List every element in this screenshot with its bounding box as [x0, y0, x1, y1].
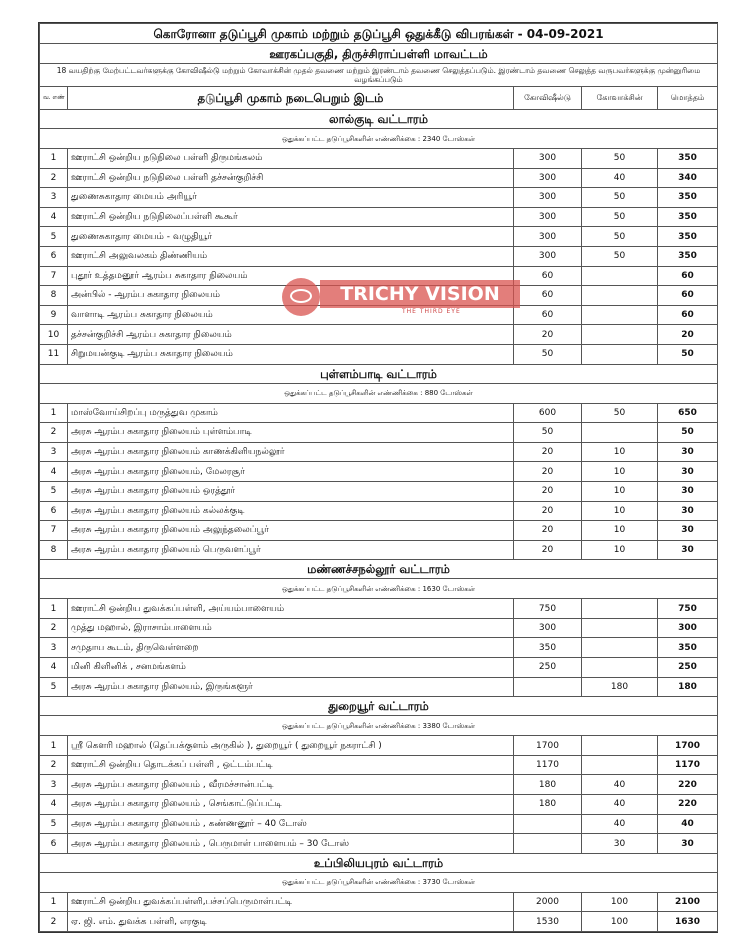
row-covaxin: [582, 325, 658, 345]
row-camp-location: ஸ்ரீ கௌரி மஹால் (தெப்பக்குளம் அருகில் ), துறையூர் ( துறையூர் நகராட்சி ): [68, 736, 514, 756]
watermark-brand: TRICHY VISION: [320, 280, 520, 308]
block-name: மண்ணச்சநல்லூர் வட்டாரம்: [40, 560, 718, 579]
row-covaxin: [582, 423, 658, 443]
header-total: மொத்தம்: [658, 87, 718, 110]
row-camp-location: அரசு ஆரம்ப சுகாதார நிலையம் , பெருமாள் பாளையம் – 30 டோஸ்: [68, 834, 514, 854]
row-serial-number: 3: [40, 775, 68, 795]
row-total: 40: [658, 814, 718, 834]
row-covishield: 300: [514, 188, 582, 208]
header-camp-location: தடுப்பூசி முகாம் நடைபெறும் இடம்: [68, 87, 514, 110]
row-covaxin: 50: [582, 403, 658, 423]
document-title-row: [40, 24, 718, 44]
block-allocation: ஒதுக்கப்பட்ட தடுப்பூசிகளின் எண்ணிக்கை : 3730 டோஸ்கள்: [40, 872, 718, 892]
block-header-row: [40, 697, 718, 716]
row-covaxin: [582, 286, 658, 306]
row-covaxin: 10: [582, 462, 658, 482]
row-covaxin: [582, 599, 658, 619]
row-covaxin: 30: [582, 834, 658, 854]
row-covaxin: 10: [582, 442, 658, 462]
block-header-row: [40, 364, 718, 383]
header-covaxin: கோவாக்சின்: [582, 87, 658, 110]
table-row: [40, 736, 718, 756]
row-total: 350: [658, 638, 718, 658]
row-serial-number: 6: [40, 834, 68, 854]
row-total: 350: [658, 246, 718, 266]
row-covishield: 20: [514, 501, 582, 521]
watermark-tagline: THE THIRD EYE: [402, 308, 461, 315]
row-covishield: 600: [514, 403, 582, 423]
row-camp-location: அரசு ஆரம்ப சுகாதார நிலையம் பெருவளப்பூர்: [68, 540, 514, 560]
table-row: [40, 442, 718, 462]
row-covaxin: 50: [582, 149, 658, 169]
eligibility-note: 18 வயதிற்கு மேற்பட்டவர்களுக்கு கோவிஷீல்டு மற்றும் கோவாக்சின் முதல் தவணை மற்றும் இரண்டாம் தவணை செலுத்தப்படும். இரண்டாம் தவணை செலுத்த வருபவர்களுக்கு முன்னுரிமை வழங்கப்படும்: [40, 64, 718, 87]
row-covaxin: [582, 344, 658, 364]
table-row: [40, 775, 718, 795]
row-covishield: 60: [514, 286, 582, 306]
row-serial-number: 11: [40, 344, 68, 364]
document-title: கொரோனா தடுப்பூசி முகாம் மற்றும் தடுப்பூசி ஒதுக்கீடு விபரங்கள் - 04-09-2021: [40, 24, 718, 44]
table-row: [40, 638, 718, 658]
table-row: [40, 423, 718, 443]
row-covishield: 60: [514, 266, 582, 286]
block-header-row: [40, 110, 718, 129]
row-covaxin: 10: [582, 540, 658, 560]
header-covishield: கோவிஷீல்டு: [514, 87, 582, 110]
row-covaxin: 10: [582, 481, 658, 501]
row-camp-location: ஊராட்சி ஒன்றிய நடுநிலை பள்ளி திருமங்கலம்: [68, 149, 514, 169]
row-covaxin: [582, 305, 658, 325]
row-serial-number: 5: [40, 677, 68, 697]
row-camp-location: ஊராட்சி ஒன்றிய நடுநிலை பள்ளி தச்சன்குறிச்சி: [68, 168, 514, 188]
block-allocation: ஒதுக்கப்பட்ட தடுப்பூசிகளின் எண்ணிக்கை : 3380 டோஸ்கள்: [40, 716, 718, 736]
row-serial-number: 1: [40, 892, 68, 912]
row-covishield: 2000: [514, 892, 582, 912]
table-row: [40, 403, 718, 423]
row-covishield: 750: [514, 599, 582, 619]
row-covaxin: 100: [582, 912, 658, 932]
row-total: 2100: [658, 892, 718, 912]
row-covishield: 180: [514, 795, 582, 815]
table-row: [40, 246, 718, 266]
row-serial-number: 1: [40, 403, 68, 423]
row-serial-number: 3: [40, 638, 68, 658]
block-allocation: ஒதுக்கப்பட்ட தடுப்பூசிகளின் எண்ணிக்கை : 2340 டோஸ்கள்: [40, 129, 718, 149]
row-total: 350: [658, 149, 718, 169]
table-row: [40, 795, 718, 815]
row-covishield: [514, 814, 582, 834]
row-total: 30: [658, 540, 718, 560]
row-camp-location: அரசு ஆரம்ப சுகாதார நிலையம் , கண்ணனூர் – 40 டோஸ்: [68, 814, 514, 834]
row-serial-number: 1: [40, 149, 68, 169]
table-row: [40, 325, 718, 345]
row-covaxin: 100: [582, 892, 658, 912]
table-row: [40, 344, 718, 364]
row-covishield: 20: [514, 521, 582, 541]
row-covishield: 50: [514, 344, 582, 364]
table-row: [40, 501, 718, 521]
row-total: 1170: [658, 755, 718, 775]
table-row: [40, 834, 718, 854]
row-serial-number: 4: [40, 207, 68, 227]
table-row: [40, 168, 718, 188]
row-covaxin: 40: [582, 814, 658, 834]
row-serial-number: 5: [40, 227, 68, 247]
row-serial-number: 8: [40, 540, 68, 560]
block-header-row: [40, 560, 718, 579]
row-covaxin: [582, 755, 658, 775]
row-covaxin: 50: [582, 207, 658, 227]
table-row: [40, 814, 718, 834]
row-camp-location: ஊராட்சி ஒன்றிய நடுநிலைப்பள்ளி கூகூர்: [68, 207, 514, 227]
row-total: 30: [658, 442, 718, 462]
row-camp-location: ஊராட்சி ஒன்றிய துவக்கப்பள்ளி, அய்யம்பாளையம்: [68, 599, 514, 619]
row-serial-number: 2: [40, 618, 68, 638]
row-camp-location: மினி கிளினிக் , சனமங்களம்: [68, 658, 514, 678]
table-row: [40, 658, 718, 678]
row-covishield: 50: [514, 423, 582, 443]
row-serial-number: 1: [40, 736, 68, 756]
row-serial-number: 5: [40, 481, 68, 501]
table-row: [40, 481, 718, 501]
row-covishield: 20: [514, 442, 582, 462]
row-total: 30: [658, 521, 718, 541]
row-camp-location: அரசு ஆரம்ப சுகாதார நிலையம் புள்ளம்பாடி: [68, 423, 514, 443]
row-covishield: 300: [514, 618, 582, 638]
block-allocation-row: [40, 383, 718, 403]
table-row: [40, 892, 718, 912]
row-covishield: 20: [514, 462, 582, 482]
row-covaxin: 50: [582, 188, 658, 208]
table-row: [40, 462, 718, 482]
row-camp-location: அரசு ஆரம்ப சுகாதார நிலையம் காணக்கிளியநல்லூர்: [68, 442, 514, 462]
row-camp-location: அரசு ஆரம்ப சுகாதார நிலையம் அலுந்தலைப்பூர்: [68, 521, 514, 541]
row-serial-number: 4: [40, 795, 68, 815]
row-serial-number: 3: [40, 188, 68, 208]
block-allocation: ஒதுக்கப்பட்ட தடுப்பூசிகளின் எண்ணிக்கை : 1630 டோஸ்கள்: [40, 579, 718, 599]
document-subtitle: ஊரகப்பகுதி, திருச்சிராப்பள்ளி மாவட்டம்: [40, 44, 718, 64]
row-camp-location: அரசு ஆரம்ப சுகாதார நிலையம் , செங்காட்டுப்பட்டி: [68, 795, 514, 815]
row-serial-number: 3: [40, 442, 68, 462]
table-row: [40, 266, 718, 286]
row-total: 350: [658, 188, 718, 208]
row-camp-location: அரசு ஆரம்ப சுகாதார நிலையம் கல்லக்குடி: [68, 501, 514, 521]
table-row: [40, 207, 718, 227]
row-total: 30: [658, 462, 718, 482]
table-header-row: [40, 87, 718, 110]
row-camp-location: மாஸ்வோய்சிறப்பு மருத்துவ முகாம்: [68, 403, 514, 423]
row-covishield: 1170: [514, 755, 582, 775]
row-total: 30: [658, 481, 718, 501]
row-covishield: 1700: [514, 736, 582, 756]
table-row: [40, 755, 718, 775]
block-name: லால்குடி வட்டாரம்: [40, 110, 718, 129]
row-total: 250: [658, 658, 718, 678]
row-covaxin: 50: [582, 227, 658, 247]
row-covaxin: 180: [582, 677, 658, 697]
row-camp-location: துணைசுகாதார மையம் - வழுதியூர்: [68, 227, 514, 247]
row-covishield: 20: [514, 540, 582, 560]
row-total: 50: [658, 423, 718, 443]
row-serial-number: 2: [40, 168, 68, 188]
row-total: 180: [658, 677, 718, 697]
row-camp-location: ஊராட்சி ஒன்றிய தொடக்கப் பள்ளி , ஒட்டம்பட்டி: [68, 755, 514, 775]
row-covishield: 20: [514, 325, 582, 345]
row-camp-location: துணைசுகாதார மையம் அரியூர்: [68, 188, 514, 208]
row-total: 60: [658, 286, 718, 306]
row-covaxin: [582, 638, 658, 658]
row-covaxin: [582, 658, 658, 678]
row-covaxin: 40: [582, 168, 658, 188]
table-row: [40, 677, 718, 697]
row-covishield: 300: [514, 246, 582, 266]
row-covaxin: [582, 266, 658, 286]
row-total: 60: [658, 266, 718, 286]
table-row: [40, 540, 718, 560]
row-camp-location: சிறுமயன்குடி ஆரம்ப சுகாதார நிலையம்: [68, 344, 514, 364]
eligibility-note-row: [40, 64, 718, 87]
table-row: [40, 618, 718, 638]
block-allocation-row: [40, 716, 718, 736]
table-row: [40, 912, 718, 932]
row-serial-number: 2: [40, 912, 68, 932]
row-serial-number: 4: [40, 658, 68, 678]
row-covaxin: [582, 618, 658, 638]
row-serial-number: 9: [40, 305, 68, 325]
row-camp-location: புதூர் உத்தமனூர் ஆரம்ப சுகாதார நிலையம்: [68, 266, 514, 286]
row-total: 50: [658, 344, 718, 364]
block-allocation-row: [40, 872, 718, 892]
document-subtitle-row: [40, 44, 718, 64]
row-covishield: 60: [514, 305, 582, 325]
block-allocation: ஒதுக்கப்பட்ட தடுப்பூசிகளின் எண்ணிக்கை : 880 டோஸ்கள்: [40, 383, 718, 403]
row-covishield: 1530: [514, 912, 582, 932]
row-covishield: [514, 677, 582, 697]
row-covaxin: [582, 736, 658, 756]
row-camp-location: ஊராட்சி ஒன்றிய துவக்கப்பள்ளி,பச்சப்பெருமாள்பட்டி: [68, 892, 514, 912]
row-serial-number: 4: [40, 462, 68, 482]
row-total: 30: [658, 501, 718, 521]
table-row: [40, 286, 718, 306]
header-serial-number: வ. எண்: [40, 87, 68, 110]
row-serial-number: 2: [40, 755, 68, 775]
row-camp-location: ஊராட்சி அலுவலகம் திண்ணியம்: [68, 246, 514, 266]
row-camp-location: அன்பில் - ஆரம்ப சுகாதார நிலையம்: [68, 286, 514, 306]
vaccination-schedule-document: [38, 22, 718, 933]
row-serial-number: 8: [40, 286, 68, 306]
row-covishield: 300: [514, 207, 582, 227]
row-covishield: 20: [514, 481, 582, 501]
row-camp-location: வாளாடி ஆரம்ப சுகாதார நிலையம்: [68, 305, 514, 325]
row-serial-number: 6: [40, 501, 68, 521]
block-header-row: [40, 853, 718, 872]
row-covaxin: 10: [582, 521, 658, 541]
block-allocation-row: [40, 129, 718, 149]
row-total: 220: [658, 795, 718, 815]
row-total: 60: [658, 305, 718, 325]
table-row: [40, 188, 718, 208]
row-camp-location: அரசு ஆரம்ப சுகாதார நிலையம் , வீரமச்சான்பட்டி: [68, 775, 514, 795]
block-name: புள்ளம்பாடி வட்டாரம்: [40, 364, 718, 383]
vaccination-table: [39, 23, 718, 932]
row-total: 350: [658, 207, 718, 227]
row-serial-number: 7: [40, 521, 68, 541]
row-total: 300: [658, 618, 718, 638]
row-covishield: 350: [514, 638, 582, 658]
row-camp-location: முத்து மஹால், இராசாம்பாளையம்: [68, 618, 514, 638]
block-name: துறையூர் வட்டாரம்: [40, 697, 718, 716]
row-covaxin: 40: [582, 795, 658, 815]
block-name: உப்பிலியபுரம் வட்டாரம்: [40, 853, 718, 872]
table-row: [40, 305, 718, 325]
row-covishield: 300: [514, 149, 582, 169]
row-camp-location: அரசு ஆரம்ப சுகாதார நிலையம், இருங்களூர்: [68, 677, 514, 697]
row-covaxin: 40: [582, 775, 658, 795]
row-camp-location: அரசு ஆரம்ப சுகாதார நிலையம், மேலரசூர்: [68, 462, 514, 482]
row-covishield: [514, 834, 582, 854]
row-serial-number: 7: [40, 266, 68, 286]
row-covishield: 180: [514, 775, 582, 795]
row-covaxin: 10: [582, 501, 658, 521]
row-total: 340: [658, 168, 718, 188]
row-camp-location: சமுதாய கூடம், திருவெள்ளறை: [68, 638, 514, 658]
row-serial-number: 10: [40, 325, 68, 345]
table-row: [40, 521, 718, 541]
row-total: 220: [658, 775, 718, 795]
table-row: [40, 599, 718, 619]
row-total: 650: [658, 403, 718, 423]
row-total: 350: [658, 227, 718, 247]
row-serial-number: 1: [40, 599, 68, 619]
row-total: 20: [658, 325, 718, 345]
row-camp-location: ஏ. ஜி. எம். துவக்க பள்ளி, எரகுடி: [68, 912, 514, 932]
row-camp-location: அரசு ஆரம்ப சுகாதார நிலையம் ஒரத்தூர்: [68, 481, 514, 501]
table-row: [40, 227, 718, 247]
row-total: 1630: [658, 912, 718, 932]
row-covishield: 300: [514, 168, 582, 188]
row-camp-location: தச்சன்குறிச்சி ஆரம்ப சுகாதார நிலையம்: [68, 325, 514, 345]
row-serial-number: 5: [40, 814, 68, 834]
row-serial-number: 6: [40, 246, 68, 266]
block-allocation-row: [40, 579, 718, 599]
row-total: 30: [658, 834, 718, 854]
row-total: 1700: [658, 736, 718, 756]
row-covishield: 250: [514, 658, 582, 678]
row-covishield: 300: [514, 227, 582, 247]
row-serial-number: 2: [40, 423, 68, 443]
table-row: [40, 149, 718, 169]
row-total: 750: [658, 599, 718, 619]
row-covaxin: 50: [582, 246, 658, 266]
